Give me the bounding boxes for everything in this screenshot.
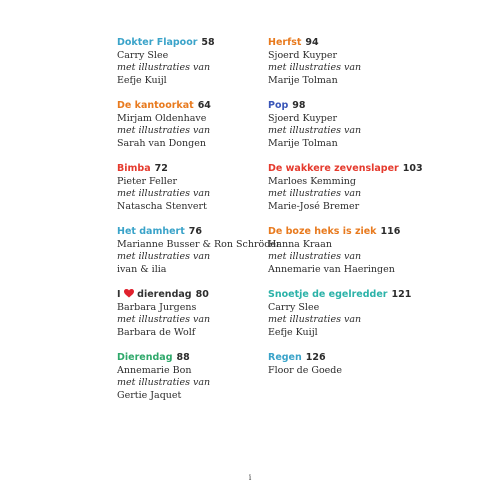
page-number: 126 <box>305 352 326 363</box>
author: Barbara Jurgens <box>117 301 197 313</box>
story-title: Pop <box>268 100 289 111</box>
toc-entry[interactable] <box>268 289 428 352</box>
heart-icon <box>124 289 134 298</box>
illustrations-label: met illustraties van <box>117 125 211 136</box>
illustrator: Marie-José Bremer <box>268 200 360 212</box>
page-number: 98 <box>292 100 306 111</box>
toc-entry[interactable] <box>268 37 428 100</box>
illustrations-label: met illustraties van <box>268 188 362 199</box>
illustrator: Natascha Stenvert <box>117 200 207 212</box>
author: Mirjam Oldenhave <box>117 112 207 124</box>
story-title: De wakkere zevenslaper <box>268 163 399 174</box>
toc-entry[interactable] <box>268 352 428 415</box>
story-title <box>117 289 192 300</box>
story-title: Snoetje de egelredder <box>268 289 388 300</box>
page-number: 88 <box>176 352 190 363</box>
page-number: 76 <box>188 226 203 237</box>
illustrator: Sarah van Dongen <box>117 137 206 149</box>
author: Marloes Kemming <box>268 175 356 187</box>
illustrator: ivan & ilia <box>117 263 167 275</box>
illustrator: Eefje Kuijl <box>117 74 167 86</box>
author: Marianne Busser & Ron Schröder <box>117 238 281 250</box>
page-number: 103 <box>402 163 423 174</box>
illustrator: Annemarie van Haeringen <box>268 263 395 275</box>
page-number: 80 <box>195 289 209 300</box>
right-column <box>268 37 428 415</box>
story-title: Bimba <box>117 163 151 174</box>
author: Floor de Goede <box>268 364 342 376</box>
illustrator: Gertie Jaquet <box>117 389 182 401</box>
illustrations-label: met illustraties van <box>117 62 211 73</box>
story-title: De kantoorkat <box>117 100 194 111</box>
author: Sjoerd Kuyper <box>268 49 338 61</box>
illustrator: Eefje Kuijl <box>268 326 318 338</box>
page-number: 72 <box>154 163 168 174</box>
illustrations-label: met illustraties van <box>268 62 362 73</box>
illustrations-label: met illustraties van <box>117 251 211 262</box>
illustrator: Barbara de Wolf <box>117 326 196 338</box>
page-number: 64 <box>197 100 211 111</box>
illustrations-label: met illustraties van <box>268 314 362 325</box>
story-title: Regen <box>268 352 302 363</box>
illustrations-label: met illustraties van <box>117 377 211 388</box>
author: Pieter Feller <box>117 175 177 187</box>
author: Hanna Kraan <box>268 238 332 250</box>
toc-entry[interactable] <box>268 226 428 289</box>
story-title: Dokter Flapoor <box>117 37 198 48</box>
illustrator: Marije Tolman <box>268 74 338 86</box>
author: Annemarie Bon <box>117 364 192 376</box>
page-number: 116 <box>380 226 401 237</box>
toc-entry[interactable] <box>117 100 257 163</box>
page-number: 94 <box>305 37 319 48</box>
toc-entry[interactable] <box>268 163 428 226</box>
page-number: 121 <box>391 289 412 300</box>
toc-entry[interactable] <box>117 352 257 415</box>
illustrations-label: met illustraties van <box>268 251 362 262</box>
story-title: Dierendag <box>117 352 173 363</box>
toc-entry[interactable] <box>117 37 257 100</box>
illustrations-label: met illustraties van <box>117 314 211 325</box>
toc-entry[interactable] <box>117 163 257 226</box>
page-number: 58 <box>201 37 215 48</box>
author: Sjoerd Kuyper <box>268 112 338 124</box>
toc-entry[interactable] <box>117 226 281 289</box>
toc-entry[interactable] <box>268 100 428 163</box>
story-title: Herfst <box>268 37 302 48</box>
story-title: Het damhert <box>117 226 185 237</box>
illustrator: Marije Tolman <box>268 137 338 149</box>
illustrations-label: met illustraties van <box>117 188 211 199</box>
illustrations-label: met illustraties van <box>268 125 362 136</box>
page-footer-number: i <box>248 473 252 482</box>
story-title: De boze heks is ziek <box>268 226 377 237</box>
toc-entry[interactable] <box>117 289 257 352</box>
title-prefix: I <box>117 289 121 300</box>
title-suffix: dierendag <box>137 289 192 300</box>
author: Carry Slee <box>117 49 169 61</box>
author: Carry Slee <box>268 301 320 313</box>
